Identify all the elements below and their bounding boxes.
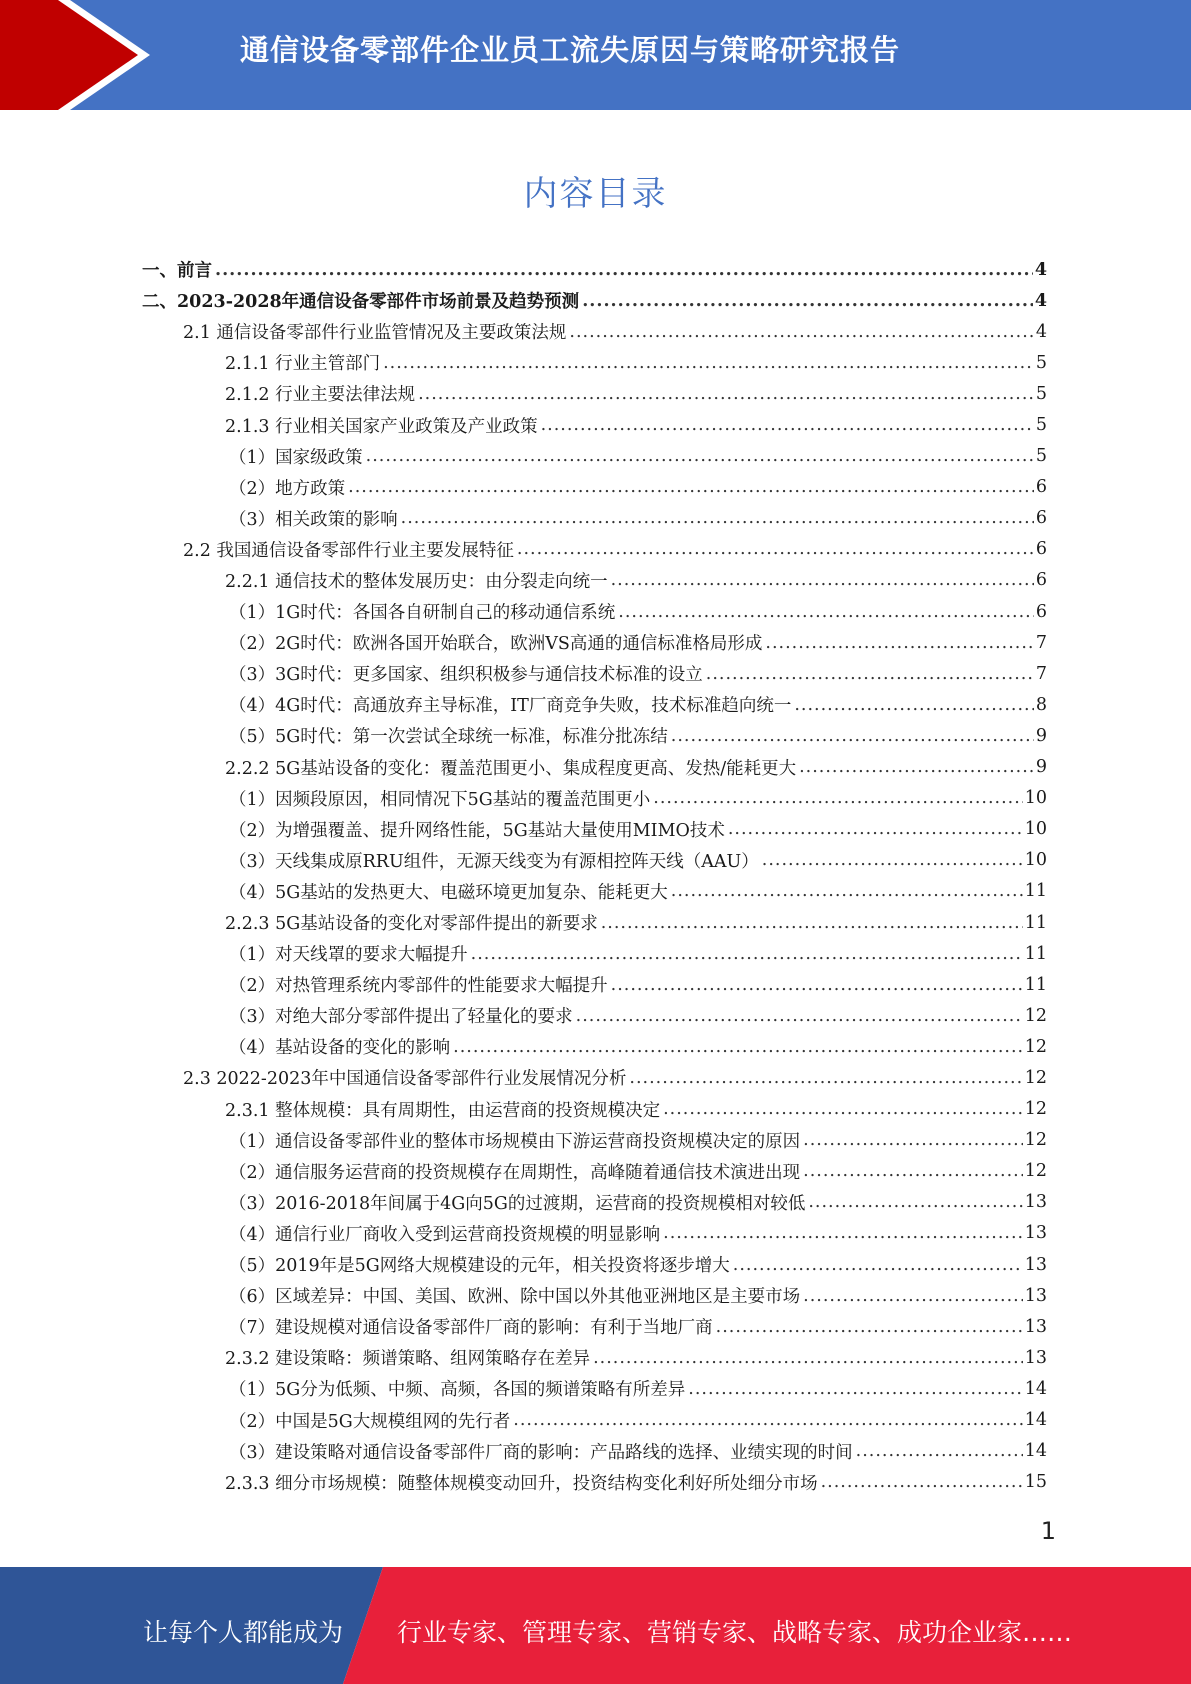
toc-entry-title: （3）3G时代：更多国家、组织积极参与通信技术标准的设立 bbox=[229, 665, 703, 686]
toc-entry-title: （5）2019年是5G网络大规模建设的元年，相关投资将逐步增大 bbox=[229, 1256, 730, 1277]
toc-leader-dots bbox=[453, 1037, 1023, 1057]
toc-entry[interactable] bbox=[0, 1342, 1191, 1373]
toc-entry-title: 二、2023-2028年通信设备零部件市场前景及趋势预测 bbox=[142, 292, 580, 313]
toc-entry-page: 14 bbox=[1024, 1378, 1047, 1399]
toc-entry-page: 11 bbox=[1024, 912, 1047, 933]
toc-entry-title: （2）2G时代：欧洲各国开始联合，欧洲VS高通的通信标准格局形成 bbox=[229, 634, 763, 655]
toc-leader-dots bbox=[663, 1223, 1023, 1243]
toc-leader-dots bbox=[611, 570, 1034, 590]
toc-entry[interactable] bbox=[0, 814, 1191, 845]
toc-entry[interactable] bbox=[0, 720, 1191, 751]
toc-entry-page: 15 bbox=[1024, 1472, 1047, 1493]
toc-entry[interactable] bbox=[0, 1062, 1191, 1093]
toc-entry[interactable] bbox=[0, 907, 1191, 938]
footer-slogan-left: 让每个人都能成为 bbox=[143, 1618, 344, 1647]
toc-leader-dots bbox=[794, 695, 1034, 715]
toc-entry[interactable] bbox=[0, 254, 1191, 285]
toc-leader-dots bbox=[688, 1379, 1022, 1399]
toc-leader-dots bbox=[803, 1161, 1023, 1181]
toc-entry-page: 12 bbox=[1024, 1036, 1047, 1057]
toc-entry-title: （1）国家级政策 bbox=[229, 447, 363, 468]
toc-entry-page: 7 bbox=[1035, 663, 1047, 684]
toc-entry[interactable] bbox=[0, 1249, 1191, 1280]
toc-entry[interactable] bbox=[0, 1031, 1191, 1062]
toc-leader-dots bbox=[856, 1441, 1023, 1461]
toc-entry-page: 13 bbox=[1024, 1254, 1047, 1275]
toc-leader-dots bbox=[799, 757, 1034, 777]
toc-entry[interactable] bbox=[0, 752, 1191, 783]
toc-entry-title: （1）1G时代：各国各自研制自己的移动通信系统 bbox=[229, 603, 616, 624]
toc-entry-title: （4）4G时代：高通放弃主导标准，IT厂商竞争失败，技术标准趋向统一 bbox=[229, 696, 792, 717]
toc-entry-page: 6 bbox=[1035, 570, 1047, 591]
toc-entry-page: 9 bbox=[1035, 757, 1047, 778]
toc-entry-page: 13 bbox=[1024, 1223, 1047, 1244]
toc-leader-dots bbox=[803, 1286, 1023, 1306]
toc-leader-dots bbox=[383, 353, 1034, 373]
toc-entry[interactable] bbox=[0, 441, 1191, 472]
toc-heading: 内容目录 bbox=[523, 174, 668, 214]
report-title: 通信设备零部件企业员工流失原因与策略研究报告 bbox=[240, 33, 901, 67]
toc-entry-page: 12 bbox=[1024, 1161, 1047, 1182]
toc-entry-title: （3）2016-2018年间属于4G向5G的过渡期，运营商的投资规模相对较低 bbox=[229, 1193, 806, 1214]
toc-entry-page: 11 bbox=[1024, 881, 1047, 902]
toc-entry[interactable] bbox=[0, 1094, 1191, 1125]
toc-entry-page: 11 bbox=[1024, 943, 1047, 964]
toc-leader-dots bbox=[348, 477, 1034, 497]
toc-entry-page: 11 bbox=[1024, 974, 1047, 995]
footer-slogan-right: 行业专家、管理专家、营销专家、战略专家、成功企业家…… bbox=[397, 1618, 1073, 1647]
toc-entry[interactable] bbox=[0, 1218, 1191, 1249]
toc-entry-title: （2）中国是5G大规模组网的先行者 bbox=[229, 1411, 511, 1432]
toc-leader-dots bbox=[803, 1130, 1023, 1150]
toc-entry[interactable] bbox=[0, 1280, 1191, 1311]
toc-entry-title: 2.2.1 通信技术的整体发展历史：由分裂走向统一 bbox=[225, 571, 608, 592]
toc-entry-page: 5 bbox=[1035, 446, 1047, 467]
toc-entry-title: （2）为增强覆盖、提升网络性能，5G基站大量使用MIMO技术 bbox=[229, 820, 725, 841]
toc-entry-page: 12 bbox=[1024, 1067, 1047, 1088]
toc-leader-dots bbox=[611, 975, 1023, 995]
toc-leader-dots bbox=[653, 788, 1022, 808]
toc-leader-dots bbox=[569, 322, 1033, 342]
toc-entry-page: 6 bbox=[1035, 539, 1047, 560]
toc-leader-dots bbox=[517, 539, 1034, 559]
toc-entry-page: 13 bbox=[1024, 1192, 1047, 1213]
toc-entry-page: 6 bbox=[1035, 508, 1047, 529]
toc-leader-dots bbox=[706, 664, 1034, 684]
toc-entry[interactable] bbox=[0, 565, 1191, 596]
toc-leader-dots bbox=[601, 913, 1023, 933]
toc-leader-dots bbox=[671, 881, 1023, 901]
toc-entry[interactable] bbox=[0, 1467, 1191, 1498]
toc-entry[interactable] bbox=[0, 627, 1191, 658]
table-of-contents bbox=[0, 254, 1191, 1498]
toc-leader-dots bbox=[366, 446, 1034, 466]
toc-leader-dots bbox=[215, 260, 1033, 280]
toc-entry[interactable] bbox=[0, 876, 1191, 907]
toc-entry[interactable] bbox=[0, 689, 1191, 720]
toc-leader-dots bbox=[471, 944, 1023, 964]
toc-leader-dots bbox=[618, 602, 1034, 622]
toc-entry-title: （3）相关政策的影响 bbox=[229, 509, 398, 530]
toc-entry-page: 13 bbox=[1024, 1285, 1047, 1306]
toc-leader-dots bbox=[663, 1099, 1023, 1119]
toc-entry[interactable] bbox=[0, 938, 1191, 969]
toc-leader-dots bbox=[582, 291, 1033, 311]
toc-entry-title: 2.2 我国通信设备零部件行业主要发展特征 bbox=[183, 540, 514, 561]
toc-entry-page: 6 bbox=[1035, 477, 1047, 498]
toc-entry-page: 7 bbox=[1035, 632, 1047, 653]
toc-entry-title: （4）5G基站的发热更大、电磁环境更加复杂、能耗更大 bbox=[229, 882, 668, 903]
toc-entry-page: 14 bbox=[1024, 1410, 1047, 1431]
toc-entry-title: （4）通信行业厂商收入受到运营商投资规模的明显影响 bbox=[229, 1224, 661, 1245]
toc-entry-title: （1）对天线罩的要求大幅提升 bbox=[229, 945, 468, 966]
toc-entry[interactable] bbox=[0, 1125, 1191, 1156]
toc-entry-title: 2.2.3 5G基站设备的变化对零部件提出的新要求 bbox=[225, 914, 598, 935]
toc-entry-title: （1）因频段原因，相同情况下5G基站的覆盖范围更小 bbox=[229, 789, 651, 810]
toc-entry-title: 2.3.1 整体规模：具有周期性，由运营商的投资规模决定 bbox=[225, 1100, 661, 1121]
toc-entry-page: 4 bbox=[1034, 290, 1047, 311]
header-banner bbox=[0, 0, 1191, 110]
toc-entry-page: 4 bbox=[1035, 321, 1047, 342]
toc-entry-page: 5 bbox=[1035, 383, 1047, 404]
toc-entry-title: （6）区域差异：中国、美国、欧洲、除中国以外其他亚洲地区是主要市场 bbox=[229, 1287, 801, 1308]
toc-entry-title: 2.1 通信设备零部件行业监管情况及主要政策法规 bbox=[183, 323, 567, 344]
toc-leader-dots bbox=[401, 508, 1034, 528]
toc-entry[interactable] bbox=[0, 1436, 1191, 1467]
toc-leader-dots bbox=[821, 1472, 1023, 1492]
toc-leader-dots bbox=[762, 850, 1023, 870]
toc-entry-title: 2.3.2 建设策略：频谱策略、组网策略存在差异 bbox=[225, 1349, 591, 1370]
page-number: 1 bbox=[1040, 1517, 1056, 1545]
toc-entry-title: 2.1.3 行业相关国家产业政策及产业政策 bbox=[225, 416, 538, 437]
toc-leader-dots bbox=[593, 1348, 1023, 1368]
toc-entry-page: 5 bbox=[1035, 352, 1047, 373]
toc-entry-page: 12 bbox=[1024, 1005, 1047, 1026]
toc-entry-title: （4）基站设备的变化的影响 bbox=[229, 1038, 451, 1059]
toc-entry-title: （1）5G分为低频、中频、高频，各国的频谱策略有所差异 bbox=[229, 1380, 686, 1401]
footer-banner bbox=[0, 1567, 1191, 1684]
chevron-logo-icon bbox=[0, 0, 160, 110]
toc-entry[interactable] bbox=[0, 658, 1191, 689]
toc-entry-page: 12 bbox=[1024, 1099, 1047, 1120]
toc-entry-title: 2.1.2 行业主要法律法规 bbox=[225, 385, 416, 406]
toc-entry-title: 2.1.1 行业主管部门 bbox=[225, 354, 381, 375]
toc-entry-title: （7）建设规模对通信设备零部件厂商的影响：有利于当地厂商 bbox=[229, 1318, 713, 1339]
toc-entry[interactable] bbox=[0, 378, 1191, 409]
toc-entry-page: 9 bbox=[1035, 725, 1047, 746]
toc-entry[interactable] bbox=[0, 285, 1191, 316]
toc-entry-page: 10 bbox=[1024, 788, 1047, 809]
toc-entry[interactable] bbox=[0, 1311, 1191, 1342]
toc-leader-dots bbox=[629, 1068, 1022, 1088]
toc-entry-title: 2.3 2022-2023年中国通信设备零部件行业发展情况分析 bbox=[183, 1069, 627, 1090]
toc-leader-dots bbox=[716, 1317, 1023, 1337]
toc-entry-page: 10 bbox=[1024, 850, 1047, 871]
toc-leader-dots bbox=[513, 1410, 1022, 1430]
toc-entry-title: 2.2.2 5G基站设备的变化：覆盖范围更小、集成程度更高、发热/能耗更大 bbox=[225, 758, 797, 779]
toc-entry-title: （2）对热管理系统内零部件的性能要求大幅提升 bbox=[229, 976, 608, 997]
toc-entry-page: 6 bbox=[1035, 601, 1047, 622]
toc-entry[interactable] bbox=[0, 409, 1191, 440]
toc-leader-dots bbox=[728, 819, 1023, 839]
toc-entry[interactable] bbox=[0, 845, 1191, 876]
toc-entry[interactable] bbox=[0, 316, 1191, 347]
toc-leader-dots bbox=[576, 1006, 1023, 1026]
toc-leader-dots bbox=[541, 415, 1034, 435]
toc-entry[interactable] bbox=[0, 347, 1191, 378]
toc-entry[interactable] bbox=[0, 596, 1191, 627]
toc-entry-page: 8 bbox=[1035, 694, 1047, 715]
toc-entry-title: （3）对绝大部分零部件提出了轻量化的要求 bbox=[229, 1007, 573, 1028]
toc-leader-dots bbox=[808, 1192, 1022, 1212]
toc-entry-page: 14 bbox=[1024, 1441, 1047, 1462]
toc-entry-title: （2）通信服务运营商的投资规模存在周期性，高峰随着通信技术演进出现 bbox=[229, 1162, 801, 1183]
toc-entry[interactable] bbox=[0, 1000, 1191, 1031]
toc-leader-dots bbox=[418, 384, 1034, 404]
toc-entry[interactable] bbox=[0, 472, 1191, 503]
toc-entry-page: 4 bbox=[1034, 259, 1047, 280]
toc-leader-dots bbox=[765, 633, 1033, 653]
toc-entry-page: 13 bbox=[1024, 1347, 1047, 1368]
toc-leader-dots bbox=[671, 726, 1034, 746]
toc-entry[interactable] bbox=[0, 1404, 1191, 1435]
toc-entry-page: 10 bbox=[1024, 819, 1047, 840]
toc-entry[interactable] bbox=[0, 969, 1191, 1000]
toc-entry[interactable] bbox=[0, 1156, 1191, 1187]
toc-entry-title: （2）地方政策 bbox=[229, 478, 346, 499]
toc-leader-dots bbox=[733, 1255, 1023, 1275]
toc-entry-title: （3）天线集成原RRU组件，无源天线变为有源相控阵天线（AAU） bbox=[229, 851, 759, 872]
toc-entry[interactable] bbox=[0, 783, 1191, 814]
toc-entry-title: 一、前言 bbox=[142, 261, 212, 282]
toc-entry[interactable] bbox=[0, 534, 1191, 565]
toc-entry-page: 12 bbox=[1024, 1130, 1047, 1151]
toc-entry[interactable] bbox=[0, 1373, 1191, 1404]
toc-entry-page: 5 bbox=[1035, 415, 1047, 436]
toc-entry-title: 2.3.3 细分市场规模：随整体规模变动回升，投资结构变化利好所处细分市场 bbox=[225, 1473, 818, 1494]
toc-entry-title: （1）通信设备零部件业的整体市场规模由下游运营商投资规模决定的原因 bbox=[229, 1131, 801, 1152]
toc-entry-page: 13 bbox=[1024, 1316, 1047, 1337]
toc-entry-title: （5）5G时代：第一次尝试全球统一标准，标准分批冻结 bbox=[229, 727, 668, 748]
toc-entry[interactable] bbox=[0, 503, 1191, 534]
toc-entry[interactable] bbox=[0, 1187, 1191, 1218]
toc-entry-title: （3）建设策略对通信设备零部件厂商的影响：产品路线的选择、业绩实现的时间 bbox=[229, 1442, 853, 1463]
